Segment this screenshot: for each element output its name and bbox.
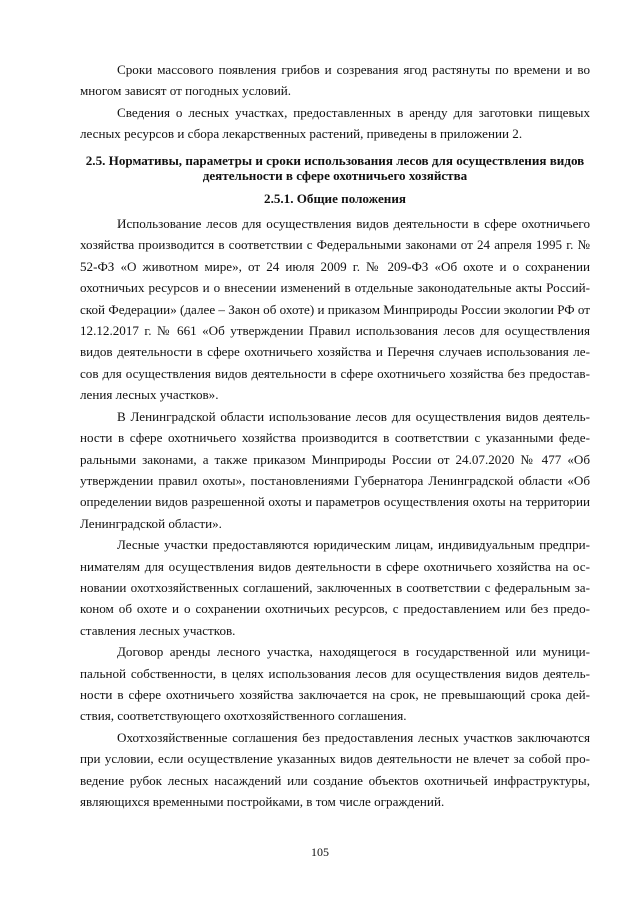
paragraph-agreements-without-plots: Охотхозяйственные соглашения без предоставления лесных участков заключаются при условии, если осуществление указанных видов деятельности не влечет за собой проведение рубок лесных насаждений или создание объектов охотничьей инфраструктуры, являющихся временными постройками, в том числе ограждений. bbox=[80, 729, 590, 809]
paragraph-lease-agreement: Договор аренды лесного участка, находящегося в государственной или муниципальной собственности, в целях использования лесов для осуществления видов деятельности в сфере охотничьего хозяйства заключается на срок, не превышающий срока действия, соответствующего охотхозяйственного соглашения. bbox=[80, 644, 590, 724]
section-heading: 2.5. Нормативы, параметры и сроки использования лесов для осуществления видов деятельности в сфере охотничьего хозяйства bbox=[85, 152, 585, 184]
paragraph-plots-provision: Лесные участки предоставляются юридическим лицам, индивидуальным предпринимателям для осуществления видов деятельности в сфере охотничьего хозяйства на основании охотхозяйственных соглашений, заключенных в соответствии с федеральным законом об охоте и о сохранении охотничьих ресурсов, с предоставлением или без предоставления лесных участков. bbox=[80, 537, 590, 638]
paragraph-leningrad-region: В Ленинградской области использование лесов для осуществления видов деятельности в сфере охотничьего хозяйства производится в соответствии с указанными федеральными законами, а также приказом Минприроды России от 24.07.2020 № 477 «Об утверждении правил охоты», постановлениями Губернатора Ленинградской области «Об определении видов разрешенной охоты и параметров осуществления охоты на территории Ленинградской области». bbox=[80, 408, 590, 531]
paragraph-mushroom-timing: Сроки массового появления грибов и созревания ягод растянуты по времени и во многом зависят от погодных условий. bbox=[80, 62, 590, 99]
section-subheading: 2.5.1. Общие положения bbox=[264, 190, 406, 206]
paragraph-hunting-use-general: Использование лесов для осуществления видов деятельности в сфере охотничьего хозяйства производится в соответствии с Федеральными законами от 24 апреля 1995 г. № 52-ФЗ «О животном мире», от 24 июля 2009 г. № 209-ФЗ «Об охоте и о сохранении охотничьих ресурсов и о внесении изменений в отдельные законодательные акты Российской Федерации» (далее – Закон об охоте) и приказом Минприроды России экологии РФ от 12.12.2017 г. № 661 «Об утверждении Правил использования лесов для осуществления видов деятельности в сфере охотничьего хозяйства и Перечня случаев использования лесов для осуществления видов деятельности в сфере охотничьего хозяйства без предоставления лесных участков». bbox=[80, 216, 590, 403]
paragraph-lease-info: Сведения о лесных участках, предоставленных в аренду для заготовки пищевых лесных ресурсов и сбора лекарственных растений, приведены в приложении 2. bbox=[80, 104, 590, 142]
page-number: 105 bbox=[311, 845, 329, 859]
